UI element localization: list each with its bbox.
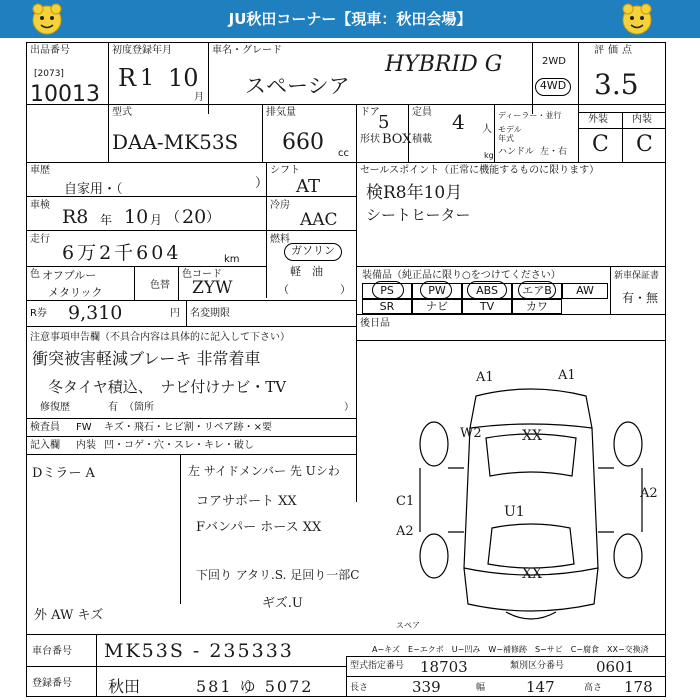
fuel-other-open: （ <box>278 283 289 296</box>
divider <box>26 326 356 327</box>
lot-no-value: 10013 <box>30 82 100 107</box>
divider <box>622 112 623 162</box>
entry-code: 内装 <box>76 440 96 451</box>
divider <box>26 300 356 301</box>
chassis-no-label: 車台番号 <box>32 646 72 657</box>
width-value: 147 <box>526 678 555 696</box>
divider <box>108 42 109 162</box>
interior-label: 内装 <box>632 114 652 125</box>
equip-leather: カワ <box>512 299 562 314</box>
exterior-value: C <box>592 132 609 157</box>
reg-place-value: 秋田 <box>108 677 141 696</box>
inspector-label: 検査員 <box>30 422 60 433</box>
reg-no-label: 登録番号 <box>32 678 72 689</box>
inspection-month-label: 月 <box>150 213 163 227</box>
mark-u1: U1 <box>504 504 525 520</box>
shift-value: AT <box>296 176 321 197</box>
repair-places-label: （箇所 <box>124 402 154 413</box>
divider <box>26 454 356 455</box>
cc-label: cc <box>338 148 349 159</box>
drive-2wd-label: 2WD <box>542 56 566 67</box>
first-reg-month-label: 月 <box>194 92 204 103</box>
divider <box>578 112 666 113</box>
designation-value: 18703 <box>420 658 468 676</box>
first-reg-year: 1 <box>140 66 154 91</box>
capacity-value: 4 <box>452 110 465 134</box>
handle-label: ハンドル <box>498 147 535 157</box>
note-line-2: 冬タイヤ積込、 ナビ付けナビ・TV <box>48 378 287 396</box>
equip-aw: AW <box>562 283 608 299</box>
mark-a2-right: A2 <box>640 486 658 501</box>
first-reg-month: 10 <box>168 64 199 92</box>
divider <box>178 266 179 300</box>
divider <box>610 266 611 314</box>
grade-value: HYBRID G <box>385 52 503 77</box>
divider <box>356 104 357 162</box>
divider <box>26 418 356 419</box>
displacement-label: 排気量 <box>266 107 296 118</box>
divider <box>186 300 187 326</box>
aircon-value: AAC <box>300 210 338 230</box>
fuel-label: 燃料 <box>270 234 290 245</box>
divider <box>356 314 666 315</box>
color-label: 色 <box>30 269 40 280</box>
exterior-label: 外装 <box>588 114 608 125</box>
title-change-label: 名変期限 <box>190 308 230 319</box>
circle-ps <box>372 281 404 299</box>
drive-4wd-circled: 4WD <box>535 78 571 96</box>
color-value-2: メタリック <box>48 286 103 299</box>
repair-has-label: 有 <box>108 402 118 413</box>
first-reg-label: 初度登録年月 <box>112 45 172 56</box>
fuel-gas-circled: ガソリン <box>284 243 342 261</box>
score-label: 評価点 <box>594 45 636 56</box>
mark-xx-rear: XX <box>522 566 542 582</box>
model-year-label: モデル <box>498 125 522 134</box>
damage-note-5: Fバンパー ホース XX <box>196 520 322 535</box>
type-label: 型式 <box>112 107 132 118</box>
recycle-value: 9,310 <box>68 302 123 324</box>
damage-note-6: 下回り アタリ.S. 足回り一部C <box>196 568 360 582</box>
mark-c1: C1 <box>396 494 415 509</box>
mileage-label: 走行 <box>30 234 50 245</box>
entry-checks: 凹・コゲ・穴・スレ・キレ・破し <box>104 440 254 451</box>
circle-abs <box>467 281 507 299</box>
aircon-label: 冷房 <box>270 200 290 211</box>
reg-no-value: 581 ゆ 5072 <box>196 677 314 696</box>
damage-note-7: ギズ.U <box>262 596 303 611</box>
notes-title: 注意事項申告欄（不具合内容は具体的に記入して下さい） <box>30 332 290 343</box>
persons-label: 人 <box>482 124 492 135</box>
damage-note-2: 外 AW キズ <box>34 608 104 623</box>
divider <box>26 162 666 163</box>
color-code-value: ZYW <box>192 278 233 298</box>
history-close: ） <box>255 176 269 191</box>
history-value: 自家用・（ <box>64 182 123 197</box>
divider <box>578 128 666 129</box>
category-value: 0601 <box>596 658 635 676</box>
chassis-no-value: MK53S - 235333 <box>104 640 294 662</box>
width-label: 幅 <box>476 683 486 693</box>
equipment-label: 装備品（純正品に限り○をつけてください） <box>362 270 561 281</box>
divider <box>578 42 579 162</box>
equip-pw: PW <box>412 283 462 299</box>
color-change-label: 色替 <box>150 280 170 291</box>
inspection-label: 車検 <box>30 200 50 211</box>
recycle-label: R券 <box>30 308 47 319</box>
doors-value: 5 <box>378 112 390 133</box>
lot-sub-value: [2073] <box>34 69 64 79</box>
model-name-value: スペーシア <box>245 74 350 98</box>
shift-label: シフト <box>270 165 300 176</box>
damage-note-4: コアサポート XX <box>196 494 297 509</box>
inspection-era: R8 <box>62 206 89 228</box>
divider <box>26 436 356 437</box>
spare-label: スペア <box>396 621 420 630</box>
yen-label: 円 <box>170 308 180 319</box>
equip-ps: PS <box>362 283 412 299</box>
divider <box>26 230 356 231</box>
fuel-light-label: 軽 油 <box>290 265 323 278</box>
divider <box>134 266 135 300</box>
mark-w2: W2 <box>460 426 482 441</box>
first-reg-era: R <box>118 64 137 92</box>
header-banner <box>0 0 700 38</box>
inspection-month: 10 <box>124 206 149 228</box>
color-value-1: オフブルー <box>42 269 97 282</box>
equip-sr: SR <box>362 299 412 314</box>
damage-legend: A−キズ E−エクボ U−凹み W−補修跡 S−サビ C−腐食 XX−交換済 <box>372 645 649 654</box>
shape-label: 形状 <box>360 134 380 145</box>
color-code-label: 色コード <box>182 269 222 280</box>
length-value: 339 <box>412 678 441 696</box>
handle-options: 左・右 <box>540 147 568 157</box>
divider <box>262 104 263 162</box>
inspector-code: FW <box>76 422 92 433</box>
model-name-label: 車名・グレード <box>212 45 282 56</box>
inspection-year-label: 年 <box>100 213 113 227</box>
divider <box>494 104 495 162</box>
lot-no-label: 出品番号 <box>30 45 70 56</box>
mark-a1-left: A1 <box>476 370 494 385</box>
repair-close: ） <box>344 402 354 413</box>
mark-a2-left: A2 <box>396 524 414 539</box>
circle-airbag <box>518 281 556 299</box>
inspector-checks: キズ・飛石・ヒビ割・リペア跡・×要 <box>104 422 272 433</box>
sales-point-1: 検R8年10月 <box>366 183 463 203</box>
interior-value: C <box>636 132 653 157</box>
sales-points-label: セールスポイント（正常に機能するものに限ります） <box>360 165 600 176</box>
model-year-sub-label: 年式 <box>498 134 514 143</box>
divider <box>180 454 181 604</box>
load-label: 積載 <box>412 134 432 145</box>
divider <box>26 666 346 667</box>
inspection-day-open: （ <box>166 210 180 226</box>
divider <box>356 266 666 267</box>
type-value: DAA-MK53S <box>112 130 239 154</box>
height-label: 高さ <box>584 683 603 693</box>
repair-history-label: 修復歴 <box>40 402 70 413</box>
length-label: 長さ <box>350 683 369 693</box>
category-label: 類別区分番号 <box>510 661 565 671</box>
history-label: 車歴 <box>30 165 50 176</box>
damage-note-1: Dミラー A <box>32 466 95 481</box>
mark-xx-front: XX <box>522 428 542 444</box>
fuel-other-close: ） <box>340 283 351 296</box>
capacity-label: 定員 <box>412 107 432 118</box>
height-value: 178 <box>624 678 653 696</box>
after-delivery-label: 後日品 <box>360 318 390 329</box>
inspection-day-close: ） <box>206 210 220 226</box>
note-line-1: 衝突被害軽減ブレーキ 非常着車 <box>32 349 261 368</box>
km-label: km <box>224 254 240 265</box>
equip-tv: TV <box>462 299 512 314</box>
displacement-value: 660 <box>282 130 324 155</box>
designation-label: 型式指定番号 <box>350 661 405 671</box>
divider <box>356 340 666 341</box>
vehicle-damage-diagram <box>396 368 666 630</box>
damage-note-3: 左 サイドメンバー 先 Uシわ <box>188 464 340 478</box>
equip-abs: ABS <box>462 283 512 299</box>
new-warranty-label: 新車保証書 <box>614 271 660 281</box>
equip-airbag: エアB <box>512 283 562 299</box>
shape-value: BOX <box>382 132 412 147</box>
banner-title: JU秋田コーナー【現車：秋田会場】 <box>228 10 472 28</box>
mileage-value: 6万2千604 <box>62 242 182 264</box>
door-label: ドア <box>360 107 380 118</box>
mascot-right-icon <box>620 2 654 36</box>
inspection-day: 20 <box>182 206 207 228</box>
divider <box>356 162 357 502</box>
kg-label: kg <box>484 151 494 160</box>
score-value: 3.5 <box>594 68 639 101</box>
circle-pw <box>420 281 452 299</box>
warranty-options: 有・無 <box>622 291 659 305</box>
sales-point-2: シートヒーター <box>366 206 471 224</box>
mark-a1-right: A1 <box>558 368 576 383</box>
divider <box>26 104 666 105</box>
equip-navi: ナビ <box>412 299 462 314</box>
dealer-label: ディーラー・並行 <box>498 111 562 120</box>
entry-label: 記入欄 <box>30 440 60 451</box>
divider <box>346 656 666 657</box>
divider <box>346 676 666 677</box>
divider <box>26 634 666 635</box>
